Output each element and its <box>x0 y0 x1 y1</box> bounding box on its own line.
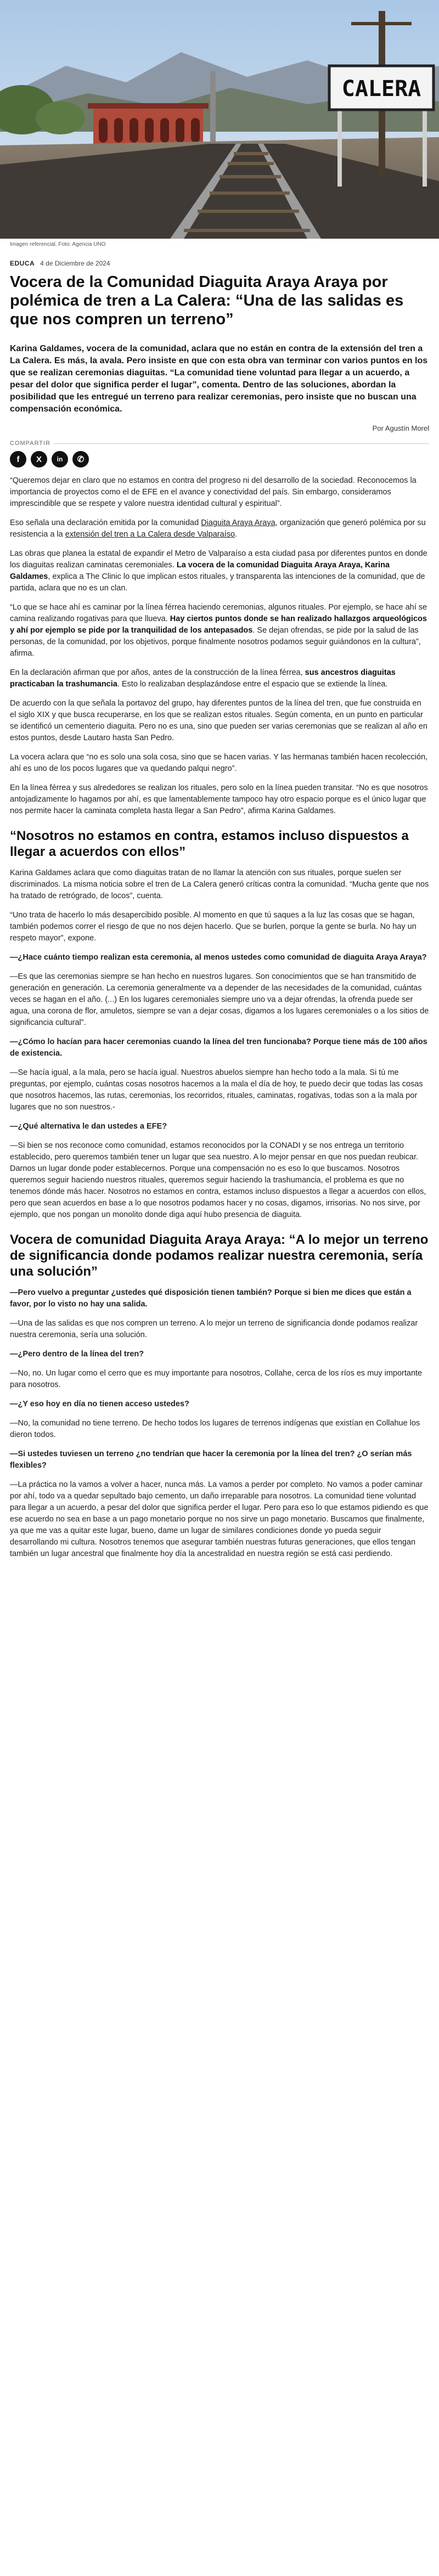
share-bar <box>10 440 429 467</box>
image-caption: Imagen referencial. Foto: Agencia UNO <box>10 241 106 247</box>
article-body <box>10 475 429 1560</box>
share-divider <box>54 443 429 444</box>
paragraph: Las obras que planea la estatal de expandir el Metro de Valparaíso a esta ciudad pasa por diferentes puntos en donde los diaguitas realizan caminatas ceremoniales. La vocera de la comunidad Diaguita Araya Araya, Karina Galdames, explica a The Clinic lo que implican estos rituales, y transparenta las intenciones de la comunidad, que de partida, aclara que no es un clan. <box>10 549 427 593</box>
paragraph: En la declaración afirman que por años, antes de la construcción de la línea férrea, sus ancestros diaguitas practicaban la trashumancia. Esto lo realizaban desplazándose entre el espacio que se extiende la línea. <box>10 668 396 689</box>
interview-answer: —Es que las ceremonias siempre se han hecho en nuestros lugares. Son conocimientos que se han transmitido de generación en generación. La ceremonia generalmente va a depender de las necesidades de la comunidad, cuántas veces se hagan en el año. (...) En los lugares ceremoniales siempre uno va a dejar ofrendas, la ofrenda puede ser agua, una corona de flor, amuletos, siempre se van a dejar cosas, digamos a los lugares ceremoniales o a los sitios de significancia cultural”. <box>10 972 429 1027</box>
share-icons <box>10 451 429 467</box>
interview-answer: —Una de las salidas es que nos compren un terreno. A lo mejor un terreno de significancia donde podamos realizar nuestra ceremonia, sería una solución. <box>10 1319 418 1339</box>
interview-answer: —La práctica no la vamos a volver a hacer, nunca más. La vamos a perder por completo. No vamos a poder caminar por ahí, todo va a quedar sepultado bajo cemento, un daño irreparable para nosotros. La comunidad tiene voluntad para llegar a un acuerdo, a pesar del dolor que significa perder el lugar. Pero para eso lo que estamos pidiendo es que ese acuerdo no sea en base a un pago monetario porque no nos sirve un pago monetario. Buscamos que finalmente, ya que me vas a quitar este lugar, bueno, dame un lugar de similares condiciones donde yo pueda seguir desarrollando mi cultura. Nosotros tenemos que asegurar también nuestras futuras generaciones, que ellos tengan también un lugar ancestral que finalmente hoy día la ancestralidad en nuestra región se está casi perdiendo. <box>10 1480 429 1558</box>
article-lead: Karina Galdames, vocera de la comunidad, aclara que no están en contra de la extensión del tren a La Calera. Es más, la avala. Pero insiste en que con esta obra van terminar con varios puntos en los que se realizan ceremonias diaguitas. “La comunidad tiene voluntad para llegar a un acuerdo, a pesar del dolor que significa perder el lugar”, comenta. Dentro de las soluciones, abordan la posibilidad que les entregué un terreno para realizar ceremonias, pero insiste que no buscan una compensación económica. <box>10 344 428 414</box>
publish-date: 4 de Diciembre de 2024 <box>40 260 110 267</box>
interview-answer: —Se hacía igual, a la mala, pero se hacía igual. Nuestros abuelos siempre han hecho todo a la mala. Si tú me preguntas, por ejemplo, cuántas cosas nosotros hacemos a la mala el día de hoy, te puedo decir que todas las cosas que nosotros hacemos, las rutas, ceremonias, los recorridos, rituales, caminatas, rogativas, todas son a la mala por lugares que no son nuestros.- <box>10 1068 423 1112</box>
article <box>0 260 439 1560</box>
x-icon[interactable]: X <box>31 451 47 467</box>
interview-question: —¿Y eso hoy en día no tienen acceso ustedes? <box>10 1400 189 1408</box>
interview-answer: —Si bien se nos reconoce como comunidad, estamos reconocidos por la CONADI y se nos entrega un territorio establecido, pero queremos también tener un lugar que sea nuestro. A lo mejor pensar en que nos puedan reubicar. Darnos un lugar donde poder establecernos. Porque una compensación no es eso lo que buscamos. Nosotros queremos seguir haciendo nuestros rituales, queremos seguir haciendo la trashumancia, el problema es que no tenemos dónde más hacer. Nosotros no estamos en contra, estamos incluso dispuestos a llegar a acuerdos con ellos, pero que sean acuerdos en base a lo que nosotros podamos hacer y no cosas, digamos, irrisorias. No nos sirve, por ejemplo, que nos pongan un monolito donde diga aquí hubo presencia de diaguita. <box>10 1141 426 1219</box>
interview-answer: —No, la comunidad no tiene terreno. De hecho todos los lugares de terrenos indígenas que existían en Collahue los dieron todos. <box>10 1419 420 1439</box>
interview-question: —¿Qué alternativa le dan ustedes a EFE? <box>10 1122 167 1131</box>
paragraph: Karina Galdames aclara que como diaguitas tratan de no llamar la atención con sus rituales, porque suelen ser discriminados. La misma noticia sobre el tren de La Calera generó críticas contra la comunidad. “Mucha gente que nos ha tratado de retrógrado, de locos”, cuenta. <box>10 869 429 900</box>
paragraph: Eso señala una declaración emitida por la comunidad Diaguita Araya Araya, organización que generó polémica por su resistencia a la extensión del tren a La Calera desde Valparaíso. <box>10 518 426 539</box>
interview-question: —Si ustedes tuviesen un terreno ¿no tendrían que hacer la ceremonia por la línea del tren? ¿O serían más flexibles? <box>10 1450 412 1470</box>
author-byline: Por Agustín Morel <box>372 424 429 432</box>
section-tag[interactable]: EDUCA <box>10 260 35 267</box>
subheading: Vocera de comunidad Diaguita Araya Araya: “A lo mejor un terreno de significancia donde podamos realizar nuestra ceremonia, sería una solución” <box>10 1232 429 1279</box>
link-extension-tren[interactable]: extensión del tren a La Calera desde Valparaíso <box>65 530 235 539</box>
paragraph: “Uno trata de hacerlo lo más desapercibido posible. Al momento en que tú saques a la luz las cosas que se hagan, también podemos correr el riesgo de que no nos dejen hacerlo. Que se burlen, porque la gente se burla. No hay un respeto mayor”, expone. <box>10 911 417 943</box>
paragraph: “Lo que se hace ahí es caminar por la línea férrea haciendo ceremonias, algunos rituales. Por ejemplo, se hace ahí se camina realizando rogativas para que llueva. Hay ciertos puntos donde se han realizado hallazgos arqueológicos y ahí por ejemplo se pide por la tranquilidad de los antepasados. Se dejan ofrendas, se pide por la salud de las personas, de la comunidad, por los objetivos, porque finalmente nosotros podamos seguir guiándonos en la cultura”, afirma. <box>10 603 427 658</box>
facebook-icon[interactable]: f <box>10 451 26 467</box>
interview-question: —¿Cómo lo hacían para hacer ceremonias cuando la línea del tren funcionaba? Porque tiene más de 100 años de existencia. <box>10 1038 427 1058</box>
share-label: COMPARTIR <box>10 440 50 447</box>
article-meta <box>10 260 429 267</box>
paragraph: De acuerdo con la que señala la portavoz del grupo, hay diferentes puntos de la línea del tren, que fue construida en el siglo XIX y que busca recuperarse, en los que se realizan estos rituales. Según comenta, en un punto en particular se identificó un cementerio diaguita. Pero no es una, sino que pueden ser varias ceremonias que se realizan al año en estos puntos, desde Lautaro hasta San Pedro. <box>10 699 427 742</box>
station-sign-text: CALERA <box>341 76 421 102</box>
paragraph: “Queremos dejar en claro que no estamos en contra del progreso ni del desarrollo de la sociedad. Reconocemos la importancia de proyectos como el de EFE en el avance y conectividad del país. Sin embargo, consideramos imprescindible que se respete y valore nuestra identidad cultural y espiritual”. <box>10 476 417 508</box>
hero-image <box>0 0 439 239</box>
paragraph: En la línea férrea y sus alrededores se realizan los rituales, pero solo en la línea pueden transitar. “No es que nosotros antojadizamente lo hagamos por ahí, es que lamentablemente tampoco hay otro espacio porque es el único lugar que nos permite hacer la caminata completa hasta llegar a San Pedro”, afirma Karina Galdames. <box>10 783 428 815</box>
subheading: “Nosotros no estamos en contra, estamos incluso dispuestos a llegar a acuerdos con ellos” <box>10 828 409 859</box>
whatsapp-icon[interactable]: ✆ <box>72 451 89 467</box>
railway-station-photo <box>0 0 439 239</box>
link-comunidad[interactable]: Diaguita Araya Araya <box>201 518 275 527</box>
article-title: Vocera de la Comunidad Diaguita Araya Araya por polémica de tren a La Calera: “Una de las salidas es que nos compren un terreno” <box>10 273 404 328</box>
interview-question: —¿Hace cuánto tiempo realizan esta ceremonia, al menos ustedes como comunidad de diaguita Araya Araya? <box>10 953 427 962</box>
interview-question: —¿Pero dentro de la línea del tren? <box>10 1350 144 1359</box>
paragraph: La vocera aclara que “no es solo una sola cosa, sino que se hacen varias. Y las hermanas también hacen recolección, ahí es uno de los pocos lugares que va quedando palqui negro”. <box>10 753 428 773</box>
interview-question: —Pero vuelvo a preguntar ¿ustedes qué disposición tienen también? Porque si bien me dices que están a favor, por lo visto no hay una salida. <box>10 1288 412 1309</box>
linkedin-icon[interactable]: in <box>52 451 68 467</box>
interview-answer: —No, no. Un lugar como el cerro que es muy importante para nosotros, Collahe, cerca de los ríos es muy importante para nosotros. <box>10 1369 423 1389</box>
